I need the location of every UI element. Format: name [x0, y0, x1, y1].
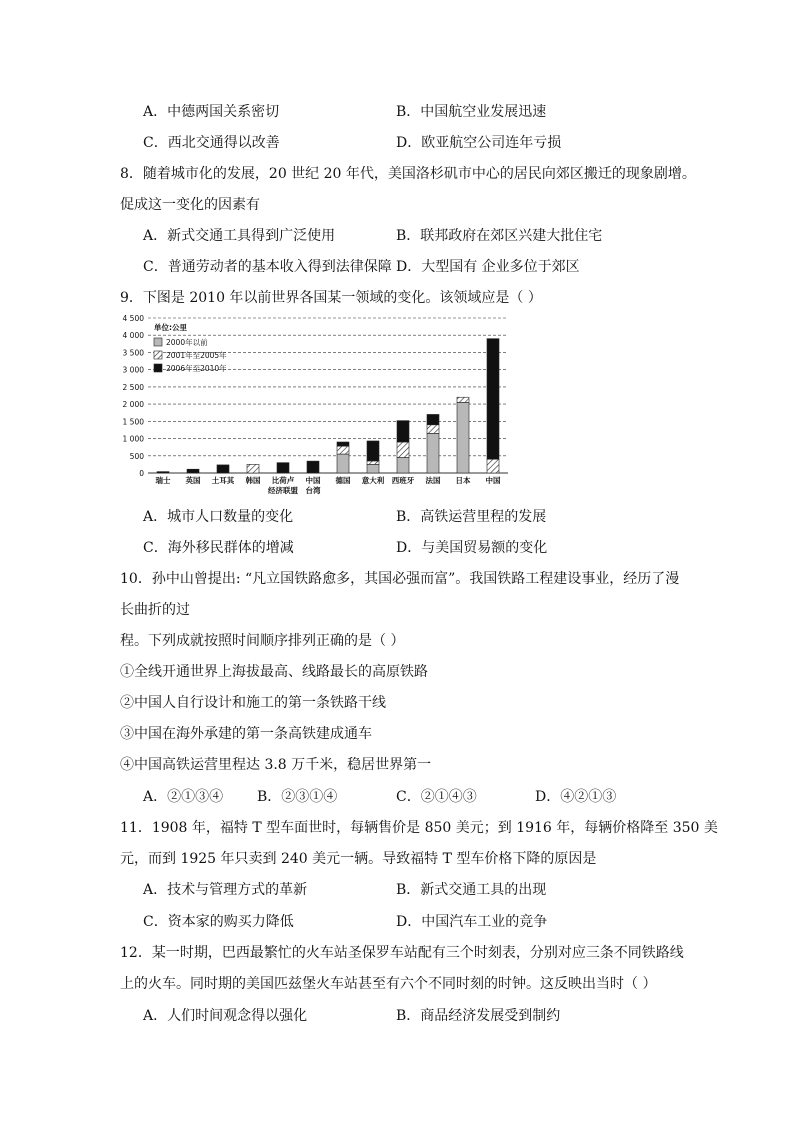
legend-swatch	[154, 338, 162, 346]
y-tick-label: 2 500	[122, 382, 144, 392]
q12-option-a: A．人们时间观念得以强化	[143, 1008, 308, 1024]
y-tick-label: 500	[129, 451, 144, 461]
bar-segment	[277, 463, 289, 473]
chart-unit-label: 单位:公里	[154, 323, 187, 332]
bar-segment	[397, 421, 409, 442]
q10-option-d: D．④②①③	[535, 789, 617, 805]
q11-stem-line1: 11．1908 年，福特 T 型车面世时，每辆售价是 850 美元；到 1916 年，每辆价格降至 350 美	[120, 820, 718, 836]
q10-item-2: ②中国人自行设计和施工的第一条铁路干线	[120, 695, 386, 711]
q7-option-a: A．中德两国关系密切	[143, 104, 280, 120]
q9-stem: 9．下图是 2010 年以前世界各国某一领域的变化。该领域应是（ ）	[120, 290, 542, 306]
bar-segment	[427, 414, 439, 424]
y-tick-label: 1 500	[122, 417, 144, 427]
x-tick-label: 日本	[455, 476, 471, 485]
x-tick-label: 西班牙	[391, 476, 415, 485]
bar-segment	[397, 458, 409, 474]
x-tick-label: 中国	[485, 476, 501, 485]
q9-option-c: C．海外移民群体的增减	[143, 540, 294, 556]
x-tick-label: 意大利	[361, 476, 385, 485]
bar-segment	[427, 433, 439, 473]
q9-option-d: D．与美国贸易额的变化	[396, 540, 548, 556]
x-tick-label: 土耳其	[211, 476, 235, 485]
bar-segment	[487, 459, 499, 473]
q12-stem-line1: 12．某一时期，巴西最繁忙的火车站圣保罗车站配有三个时刻表，分别对应三条不同铁路线	[120, 945, 684, 961]
q7-option-c: C．西北交通得以改善	[143, 135, 280, 151]
y-tick-label: 4 500	[122, 314, 144, 323]
q9-option-b: B．高铁运营里程的发展	[396, 509, 547, 525]
q10-stem-line2: 长曲折的过	[120, 602, 190, 618]
x-tick-label: 比荷卢	[271, 476, 295, 485]
q12-option-b: B．商品经济发展受到制约	[396, 1008, 561, 1024]
q8-option-b: B．联邦政府在郊区兴建大批住宅	[396, 228, 603, 244]
q10-stem-line3: 程。下列成就按照时间顺序排列正确的是（ ）	[120, 633, 405, 649]
x-tick-label: 中国	[305, 476, 321, 485]
q11-option-a: A．技术与管理方式的革新	[143, 882, 308, 898]
q11-option-b: B．新式交通工具的出现	[396, 882, 547, 898]
legend-label: 2006年至2010年	[166, 364, 227, 373]
q8-option-c: C．普通劳动者的基本收入得到法律保障	[143, 259, 392, 275]
q10-stem-line1: 10．孙中山曾提出: “凡立国铁路愈多，其国必强而富”。我国铁路工程建设事业，经历了漫	[120, 571, 680, 587]
x-tick-label: 瑞士	[155, 476, 171, 485]
y-tick-label: 3 000	[122, 365, 144, 375]
bar-segment	[187, 469, 199, 473]
bar-segment	[487, 339, 499, 460]
x-tick-label: 法国	[425, 476, 441, 485]
q10-item-1: ①全线开通世界上海拔最高、线路最长的高原铁路	[120, 664, 428, 680]
q8-stem-line2: 促成这一变化的因素有	[120, 197, 260, 213]
q9-option-a: A．城市人口数量的变化	[143, 509, 294, 525]
x-tick-label: 台湾	[305, 486, 321, 495]
bar-segment	[157, 472, 169, 473]
bar-segment	[397, 442, 409, 458]
y-tick-label: 1 000	[122, 434, 144, 444]
q10-item-3: ③中国在海外承建的第一条高铁建成通车	[120, 726, 372, 742]
q10-item-4: ④中国高铁运营里程达 3.8 万千米，稳居世界第一	[120, 757, 432, 773]
bar-segment	[217, 465, 229, 473]
y-tick-label: 4 000	[122, 331, 144, 341]
bar-segment	[337, 446, 349, 454]
q10-option-b: B．②③①④	[257, 789, 338, 805]
bar-segment	[367, 441, 379, 461]
legend-swatch	[154, 364, 162, 372]
bar-segment	[337, 454, 349, 473]
bar-segment	[367, 461, 379, 464]
q7-option-b: B．中国航空业发展迅速	[396, 104, 547, 120]
legend-swatch	[154, 351, 162, 359]
q10-option-a: A．②①③④	[143, 789, 224, 805]
y-tick-label: 0	[139, 469, 144, 478]
q11-option-c: C．资本家的购买力降低	[143, 914, 294, 930]
q9-chart	[110, 310, 520, 500]
q8-option-d: D．大型国有 企业多位于郊区	[396, 259, 580, 275]
q11-option-d: D．中国汽车工业的竞争	[396, 914, 548, 930]
x-tick-label: 英国	[185, 476, 201, 485]
q12-stem-line2: 上的火车。同时期的美国匹兹堡火车站甚至有六个不同时刻的时钟。这反映出当时（ ）	[120, 976, 657, 992]
q11-stem-line2: 元，而到 1925 年只卖到 240 美元一辆。导致福特 T 型车价格下降的原因是	[120, 851, 597, 867]
y-tick-label: 3 500	[122, 348, 144, 358]
bar-segment	[247, 464, 259, 473]
bar-segment	[337, 442, 349, 446]
q8-option-a: A．新式交通工具得到广泛使用	[143, 228, 336, 244]
bar-segment	[457, 397, 469, 402]
high-speed-rail-chart	[110, 310, 520, 500]
q10-option-c: C．②①④③	[396, 789, 477, 805]
x-tick-label: 韩国	[245, 476, 261, 485]
bar-segment	[307, 461, 319, 473]
legend-label: 2000年以前	[166, 338, 208, 347]
bar-segment	[427, 425, 439, 434]
bar-segment	[367, 464, 379, 473]
y-tick-label: 2 000	[122, 400, 144, 410]
q8-stem-line1: 8．随着城市化的发展，20 世纪 20 年代，美国洛杉矶市中心的居民向郊区搬迁的现象剧增。	[120, 166, 696, 182]
x-tick-label: 德国	[335, 476, 351, 485]
q7-option-d: D．欧亚航空公司连年亏损	[396, 135, 562, 151]
x-tick-label: 经济联盟	[268, 486, 298, 495]
bar-segment	[457, 402, 469, 473]
legend-label: 2001年至2005年	[166, 351, 227, 360]
